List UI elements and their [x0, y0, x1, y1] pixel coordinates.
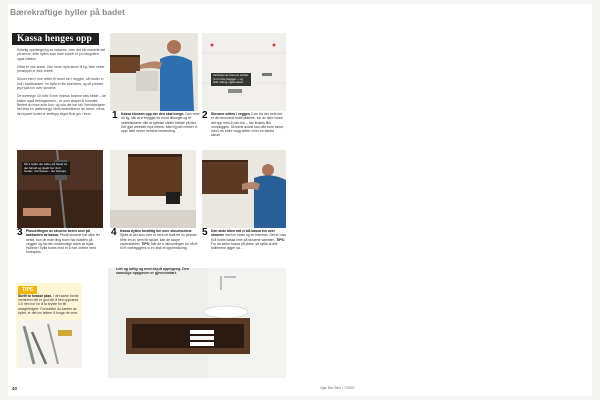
tips-body: I det same borde mentreret det er god idé å ben opprøred 4-5 mm bor for å ta bryste for litt utvaghfeligrte. Forsselder du kanten av hyllet, er det inn lettere å borge de vere.	[18, 294, 79, 315]
photo-finished-shelf	[108, 268, 286, 378]
step-text: Sjekk at det sklu over er sà tu et tkafl fet du pessier. Mrte en av dem bli sskart, kan de skupe ceperstabbel.	[120, 233, 198, 246]
photo-step-1	[110, 33, 198, 111]
tips-title: Skrift to hvasse plan.	[18, 294, 53, 298]
magazine-name: Gjør Det Selv • 7/2007	[320, 386, 355, 390]
step-number: 1	[112, 110, 118, 121]
photo-note: Så 4 hyller der bider på hauel av det fehold og deslit hur du ll hoster, mot kassa – her beloper.	[22, 162, 70, 175]
intro-paragraph: De leveringe Ch eller 8 mm innmuk kesene sets beide – de kallen også hetringsomen – er som skapet til formalet. Bedett du mow auto bon, og sda det har tak i benddregeen het leda en plattemegg. Mellt bodebikerne de tobue, mens det kysset bodet er teettepp stiget lå at gru i foret.	[17, 94, 106, 116]
photo-step-4	[110, 150, 196, 228]
tip-inline-text: Når de s mikromingen for vå et til et varbhyggens vi en stsk et opphenlsning.	[120, 241, 198, 251]
step-caption	[26, 229, 104, 255]
step-number: 5	[202, 227, 208, 238]
photo-note: Innfestet av konene settes 4 mm fra pluggen – og skik rotting også reken.	[211, 73, 251, 86]
step-number: 3	[17, 227, 23, 238]
photo-drill-bits	[18, 320, 82, 368]
callout-text: Lett og luftig og med skjult opphgeng. Den samulige oppgaven er gjennomført.	[116, 267, 190, 276]
step-caption	[211, 229, 287, 250]
section-title: Bærekraftige hyller på badet	[10, 7, 125, 17]
step-text: 2 cm fra der forts det et de hevemme mattl platene. Inn av dem lonen det opp med 6 mm bor – her brukes fikk murpluggen. Skruene avsnit kan ofte bure skrue, men i en eldre vegg setter vi inn en ekstra skrum.	[211, 112, 285, 138]
step-title: Kassa dyttes forsiktig inn over skruehodene.	[120, 229, 193, 233]
step-text: med en kloss og en hammer. Det er ruck til å boble kassa inne på skruene sammen.	[211, 233, 287, 242]
step-title: Plassertingen av skruene beres over på bakkanten av kassa.	[26, 229, 90, 238]
tip-inline-label: TIPS:	[276, 237, 285, 242]
article-title: Kassa henges opp	[17, 34, 92, 44]
step-number: 4	[111, 227, 117, 238]
tip-inline-text: For da setter kassa på plass, så sjekk at alle bolberene ligger sà...	[211, 241, 278, 251]
intro-paragraph: Dette er noe annet. Den neue hylla alene til kg. Men neker prinsippet er ikke enkelt.	[17, 64, 105, 74]
step-caption	[120, 229, 198, 250]
step-title: Kassa klossen opp der den skal henge.	[121, 112, 185, 116]
step-text: Den veier 45 kg, slik at vi brygget en mord tilknoget og et seebrtaksene ville at hyllelse steller blidste på den. Det gjør arbeidet mye lettere. Med hjynet merker vi oppr hele veven nemtrid inevending.	[121, 112, 200, 134]
page-number: 40	[12, 386, 18, 391]
intro-paragraph: Skruer eten i noe vetter til hovet inn i veggen, så hoster vi hull i badekassen, en hylla er lite sturmnes, og så presser jeg hylla inn over skruene.	[17, 77, 104, 91]
step-text: Pendl skruene har slike fet deskt, hun de inde ding fruen har drakten på veggen og fra den innsensilige sides av hylla. Hullene i hylla bures med et 8 mm ordtrre med boresplus.	[26, 233, 100, 255]
intro-paragraph: Enkelig opphengning av kassene, men det blir maverte det på sevnb, lette hyllen som bare konrei et pu fotografen ugns inltelun.	[17, 48, 106, 61]
article-intro	[17, 48, 107, 120]
photo-step-2	[202, 33, 286, 111]
step-title: Den siste biten må vi slå kassa inn over skruene	[211, 229, 275, 238]
step-caption	[121, 112, 201, 133]
step-number: 2	[202, 110, 208, 121]
tips-label: TIPS	[18, 286, 37, 294]
step-caption	[211, 112, 285, 138]
tip-inline-label: TIPS:	[141, 241, 150, 246]
photo-step-5	[202, 150, 286, 228]
step-title: Skruene settes i veggen	[211, 112, 250, 116]
tips-text	[18, 294, 80, 315]
